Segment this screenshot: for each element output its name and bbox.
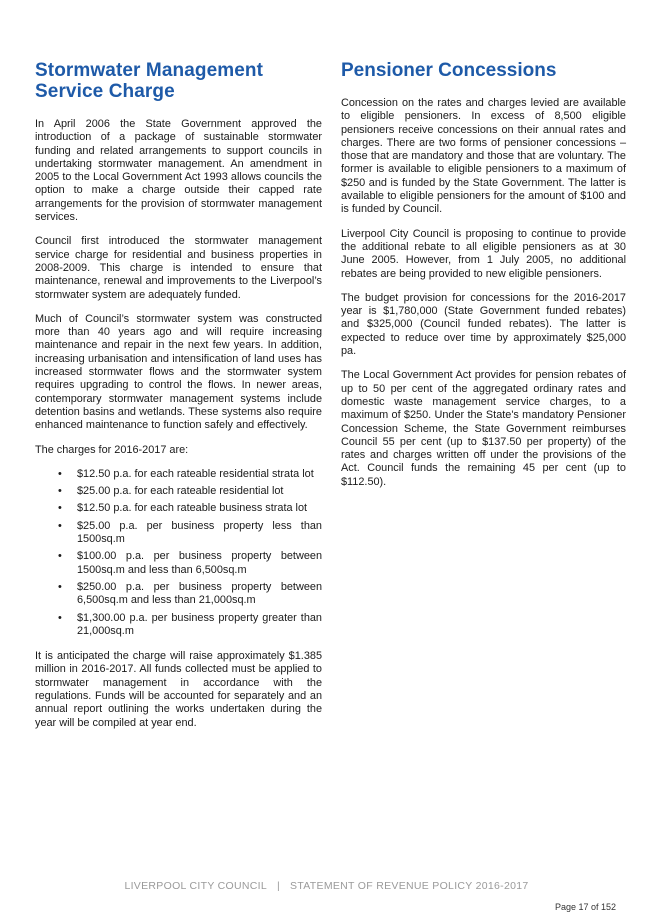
footer-separator: | (277, 880, 281, 892)
bullet-icon: • (58, 519, 62, 532)
right-column (341, 60, 626, 500)
stormwater-system-paragraph: Much of Council’s stormwater system was constructed more than 40 years ago and will require increasing maintenance and repair in the next few years. In addition, increasing urbanisation and intensification of land uses has increased stormwater flows and the stormwater system requires upgrading to control the flows. In newer areas, contemporary stormwater management systems include detention basins and wetlands. These systems also require enhanced maintenance to function safely and effectively. (35, 312, 322, 432)
pensioner-heading: Pensioner Concessions (341, 60, 557, 81)
list-item: • $12.50 p.a. for each rateable business strata lot (58, 502, 308, 515)
bullet-icon: • (58, 467, 62, 480)
left-column (35, 60, 322, 741)
charges-list (35, 468, 322, 638)
bullet-icon: • (58, 502, 62, 515)
list-item: • $1,300.00 p.a. per business property greater than 21,000sq.m (58, 611, 322, 637)
page-footer (0, 880, 653, 892)
pensioner-rebate-paragraph: Liverpool City Council is proposing to continue to provide the additional rebate to all eligible pensioners as at 30 June 2005. However, from 1 July 2005, no additional rebates are being provided to new eligible pensioners. (341, 227, 626, 280)
pensioner-intro-paragraph: Concession on the rates and charges levied are available to eligible pensioners. In excess of 8,500 eligible pensioners receive concessions on their annual rates and charges. There are two forms of pensioner concessions – those that are mandatory and those that are voluntary. The former is available to eligible pensioners to a maximum of $250 and is funded by the State Government. The latter is available to eligible pensioners for the amount of $100 and is funded by Council. (341, 97, 626, 216)
footer-doc-title: STATEMENT OF REVENUE POLICY 2016-2017 (290, 880, 529, 892)
stormwater-heading: Stormwater Management Service Charge (35, 60, 264, 102)
list-item: • $100.00 p.a. per business property between 1500sq.m and less than 6,500sq.m (58, 550, 322, 576)
pensioner-budget-paragraph: The budget provision for concessions for the 2016-2017 year is $1,780,000 (State Government funded rebates) and $325,000 (Council funded rebates). The latter is expected to reduce over time by approximately $25,000 pa. (341, 291, 626, 358)
list-item: • $250.00 p.a. per business property between 6,500sq.m and less than 21,000sq.m (58, 580, 322, 607)
stormwater-closing-paragraph: It is anticipated the charge will raise approximately $1.385 million in 2016-2017. All funds collected must be applied to stormwater management in accordance with the regulations. Funds will be accounted for separately and an annual report outlining the works undertaken during the year will be compiled at year end. (35, 650, 322, 729)
bullet-icon: • (58, 611, 62, 624)
bullet-icon: • (58, 580, 62, 593)
list-item: • $25.00 p.a. for each rateable residential lot (58, 485, 284, 498)
bullet-icon: • (58, 550, 62, 563)
list-item: • $25.00 p.a. per business property less than 1500sq.m (58, 519, 322, 546)
footer-org: LIVERPOOL CITY COUNCIL (124, 880, 268, 892)
charges-intro-paragraph: The charges for 2016-2017 are: (35, 443, 189, 456)
list-item: • $12.50 p.a. for each rateable residential strata lot (58, 467, 314, 480)
bullet-icon: • (58, 485, 62, 498)
page-number: Page 17 of 152 (554, 902, 616, 912)
pensioner-act-paragraph: The Local Government Act provides for pension rebates of up to 50 per cent of the aggregated ordinary rates and domestic waste management service charges, to a maximum of $250. Under the State's mandatory Pensioner Concession Scheme, the State Government reimburses Council 55 per cent (up to $137.50 per property) of the rates and charges written off under the provisions of the Act. Council funds the remaining 45 per cent (up to $112.50). (341, 369, 626, 488)
stormwater-history-paragraph: Council first introduced the stormwater management service charge for residential and business properties in 2008-2009. This charge is intended to ensure that maintenance, renewal and improvements to the Liverpool’s stormwater system are adequately funded. (35, 235, 322, 301)
stormwater-intro-paragraph: In April 2006 the State Government approved the introduction of a package of sustainable stormwater funding and related arrangements to support councils in undertaking stormwater management. An amendment in 2005 to the Local Government Act 1993 allows councils the option to make a charge outside their capped rate arrangements for the provision of stormwater management services. (35, 118, 322, 224)
